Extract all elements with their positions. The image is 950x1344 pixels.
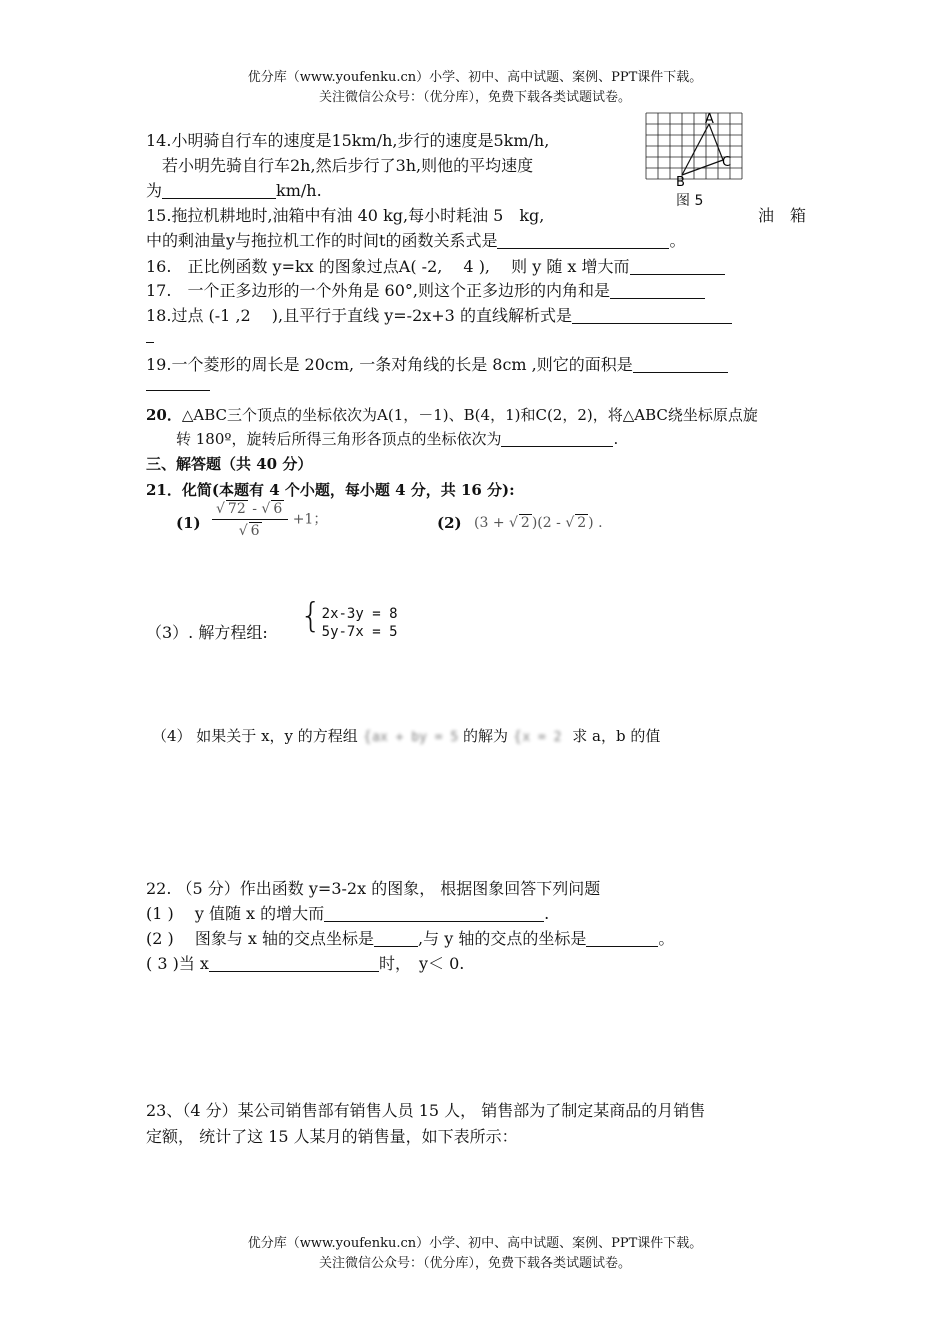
section-3-title: 三、解答题（共 40 分） [146, 455, 313, 473]
q14-line-3 [146, 178, 322, 201]
q15-answer-blank[interactable] [497, 232, 669, 249]
q22-sub-2-mid: ,与 y 轴的交点的坐标是 [418, 929, 587, 948]
q18 [146, 303, 732, 326]
q22-sub-3-suffix: 时， y＜ 0. [378, 954, 465, 973]
q19 [146, 352, 728, 375]
footer-line-2: 关注微信公众号：（优分库），免费下载各类试题试卷。 [318, 1256, 631, 1271]
q21-part-4-system-image: {ax + by = 5 [362, 727, 459, 745]
q15-line-2 [146, 228, 686, 251]
q21-part-3-brace: { [300, 596, 322, 636]
q17-answer-blank[interactable] [610, 282, 705, 299]
q21-part-3-eq-1: 2x-3y = 8 [321, 605, 398, 622]
q21-part-1-radicand-den: 6 [250, 523, 260, 539]
header-line-2: 关注微信公众号：（优分库），免费下载各类试题试卷。 [318, 90, 631, 105]
q15-prefix: 中的剩油量y与拖拉机工作的时间t的函数关系式是 [146, 231, 498, 250]
q21-part-2-label: (2) [437, 514, 462, 532]
q22-sub-2-text: (2 ) 图象与 x 轴的交点坐标是 [146, 929, 375, 948]
q15-line-1-end: 油 箱 [758, 206, 807, 225]
q14-suffix: km/h. [276, 181, 322, 200]
q21-part-3-system [300, 596, 398, 641]
footer-line-1: 优分库（www.youfenku.cn）小学、初中、高中试题、案例、PPT课件下载。 [247, 1236, 703, 1251]
q22-sub-1-suffix: . [544, 904, 550, 923]
q19-text: 19.一个菱形的周长是 20cm, 一条对角线的长是 8cm ,则它的面积是 [146, 355, 633, 374]
q21-part-3-equations [322, 605, 398, 641]
header-line-1: 优分库（www.youfenku.cn）小学、初中、高中试题、案例、PPT课件下载。 [247, 70, 703, 85]
q14-prefix: 为 [146, 181, 163, 200]
q16-text: 16. 正比例函数 y=kx 的图象过点A( -2, 4 ), 则 y 随 x 增大而 [146, 257, 630, 276]
figure-5-label-b: B [676, 175, 685, 187]
q21-part-1-numerator: √ 72 - √ 6 [212, 500, 288, 520]
q22-sub-2-blank-x[interactable] [374, 930, 418, 947]
q22-sub-1 [146, 901, 549, 924]
q20-suffix: . [613, 430, 619, 448]
q22-sub-3 [146, 951, 464, 974]
q21-part-2-expression: (3 + √ 2 )(2 - √ 2 ) . [474, 515, 603, 531]
q21-part-2-open: (3 + [474, 515, 509, 531]
q17 [146, 278, 705, 301]
q22-sub-2 [146, 926, 674, 949]
q22-title: 22. （5 分）作出函数 y=3-2x 的图象， 根据图象回答下列问题 [146, 879, 601, 898]
figure-5-label-c: C [722, 155, 732, 170]
q14-line-1: 14.小明骑自行车的速度是15km/h,步行的速度是5km/h, [146, 131, 550, 150]
q20-number: 20． [146, 406, 182, 424]
q21-part-1-tail: +1； [292, 511, 328, 528]
figure-5-caption: 图 5 [676, 193, 704, 209]
q21-part-1-radicand-b: 6 [273, 501, 283, 517]
figure-5 [645, 112, 745, 191]
q22-sub-1-text: (1 ) y 值随 x 的增大而 [146, 904, 325, 923]
q21-part-3-eq-2: 5y-7x = 5 [321, 623, 398, 640]
q21-part-1-denominator: √ 6 [238, 523, 260, 539]
q20-line-2 [176, 428, 618, 449]
q22-sub-1-blank[interactable] [324, 905, 544, 922]
q21-part-4-mid: 的解为 [463, 727, 509, 745]
q21-part-1-minus: - [247, 501, 262, 517]
q21-title: 21．化简(本题有 4 个小题，每小题 4 分，共 16 分): [146, 481, 515, 499]
q15-line-1: 15.拖拉机耕地时,油箱中有油 40 kg,每小时耗油 5 kg, [146, 206, 545, 225]
q17-text: 17. 一个正多边形的一个外角是 60°,则这个正多边形的内角和是 [146, 281, 610, 300]
q21-part-4-solution-image: {x = 2 [512, 727, 562, 745]
q21-part-1-label: (1) [176, 514, 201, 532]
q21-part-1-radicand-a: 72 [227, 501, 246, 517]
q15-suffix: 。 [669, 231, 686, 250]
q18-text: 18.过点 (-1 ,2 ),且平行于直线 y=-2x+3 的直线解析式是 [146, 306, 572, 325]
q22-sub-2-suffix: 。 [658, 929, 675, 948]
q21-part-4 [152, 725, 660, 746]
q22-sub-3-blank[interactable] [209, 955, 379, 972]
figure-5-label-a: A [705, 112, 714, 127]
q21-part-4-label: （4） 如果关于 x，y 的方程组 [152, 727, 358, 745]
q18-answer-blank[interactable] [572, 307, 732, 324]
q18-answer-blank-continued [146, 332, 154, 343]
q21-part-1-fraction [212, 500, 288, 539]
q20-text-1: △ABC三个顶点的坐标依次为A(1，－1)、B(4，1)和C(2，2)，将△ABC绕坐标原点旋 [181, 406, 758, 424]
q20-line-1 [146, 404, 758, 425]
q21-part-3-label: （3）. 解方程组: [146, 623, 268, 642]
q22-sub-2-blank-y[interactable] [586, 930, 658, 947]
q21-part-2-radicand-2: 2 [577, 515, 587, 531]
q21-part-4-tail: 求 a，b 的值 [572, 727, 661, 745]
q14-answer-blank[interactable] [162, 182, 276, 199]
figure-5-grid [645, 112, 745, 187]
q20-answer-blank[interactable] [501, 431, 613, 447]
q21-part-2-mid: )(2 - [531, 515, 566, 531]
q21-part-2-close: ) . [588, 515, 603, 531]
q23-line-2: 定额， 统计了这 15 人某月的销售量，如下表所示： [146, 1127, 518, 1146]
q23-line-1: 23、（4 分）某公司销售部有销售人员 15 人， 销售部为了制定某商品的月销售 [146, 1101, 706, 1120]
q19-answer-blank[interactable] [633, 356, 728, 373]
q21-part-2-radicand-1: 2 [520, 515, 530, 531]
q22-sub-3-text: ( 3 )当 x [146, 954, 209, 973]
q14-line-2: 若小明先骑自行车2h,然后步行了3h,则他的平均速度 [162, 156, 534, 175]
q16-answer-blank[interactable] [630, 258, 725, 275]
q16 [146, 254, 725, 277]
q19-answer-blank-continued [146, 380, 210, 391]
q21-part-1-expression [212, 500, 327, 539]
q20-text-2: 转 180º，旋转后所得三角形各顶点的坐标依次为 [176, 430, 502, 448]
